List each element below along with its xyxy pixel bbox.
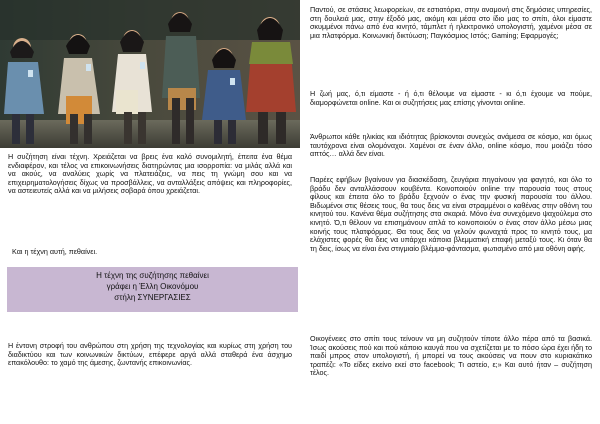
- right-block-2: [310, 90, 592, 107]
- left-intro-text: [8, 153, 292, 196]
- right-block-5: [310, 335, 592, 378]
- painting-illustration: [0, 0, 300, 148]
- technology-paragraph: Η έντονη στροφή του ανθρώπου στη χρήση της τεχνολογίας και κυρίως στη χρήση του διαδικτύου και των κοινωνικών δικτύων, επέφερε αργά αλλά σταθερά ένα άσχημο επακόλουθο: το χαμό της άμεσης, ζωντανής επικοινωνίας.: [8, 341, 292, 368]
- right-block-4: [310, 176, 592, 253]
- right-block-3: [310, 133, 592, 159]
- life-online-paragraph: Η ζωή μας, ό,τι είμαστε - ή ό,τι θέλουμε να είμαστε - κι ό,τι έχουμε να πούμε, διαμορφώνεται online. Και οι συζητήσεις μας επίσης γίνονται online.: [310, 89, 592, 107]
- left-bottom-text: [8, 342, 292, 368]
- right-block-1: [310, 6, 592, 40]
- intro-paragraph: Η συζήτηση είναι τέχνη. Χρειάζεται να βρεις ένα καλό συνομιλητή, έπειτα ένα θέμα ενδιαφέρον, και τέλος να επικοινωνήσεις διατηρώντας μια ισορροπία: να μιλάς αλλά και να ακούς, να αναλύεις χωρίς να πλατειάζεις, να πεις τη γνώμη σου και να επιχειρηματολογήσεις δίχως να προσβάλλεις, να ανταλλάξεις απόψεις και πληροφορίες, να αστειευτείς αλλά και να μιλήσεις σοβαρά όπου χρειάζεται.: [8, 152, 292, 196]
- right-column: [306, 0, 594, 424]
- article-title: Η τέχνη της συζήτησης πεθαίνει: [96, 271, 209, 280]
- article-author: γράφει η Έλλη Οικονόμου: [106, 282, 199, 291]
- article-column: στήλη ΣΥΝΕΡΓΑΣΙΕΣ: [114, 293, 191, 302]
- families-paragraph: Οικογένειες στο σπίτι τους τείνουν να μη συζητούν τίποτε άλλο πέρα από τα βασικά. Ίσως ακούσεις πού και πού κάποιο καυγά που να σχετίζεται με το πόσο ώρα έχει ήδη το παιδί μπρος στον υπολογιστή, ή μπορεί να τους ακούσεις να πουν στο κυριακάτικο τραπέζι: «Το είδες εκείνο εκεί στο facebook; Τι αστείο, ε;» Και αυτό ήταν – συζήτηση τέλος.: [310, 334, 592, 378]
- everywhere-paragraph: Παντού, σε στάσεις λεωφορείων, σε εστιατόρια, στην αναμονή στις δημόσιες υπηρεσίες, στη δουλειά μας, στην έξοδό μας, ακόμη και μέσα στο ίδιο μας το σπίτι, όλοι είμαστε σκυμμένοι πάνω από ένα κινητό, τάμπλετ ή ηλεκτρονικό υπολογιστή, χαμένοι μέσα σε μια πλατφόρμα. Κοινωνική δικτύωση; Παγκόσμιος Ιστός; Gaming; Εφαρμογές;: [310, 5, 592, 40]
- article-painting: [0, 0, 300, 148]
- article-title-box: [7, 267, 298, 312]
- people-paragraph: Άνθρωποι κάθε ηλικίας και ιδιότητας βρίσκονται συνεχώς ανάμεσα σε κόσμο, και όμως ταυτόχρονα είναι ολομόναχοι. Χαμένοι σε έναν άλλο, online κόσμο, που μοιάζει τόσο απτός… αλλά δεν είναι.: [310, 132, 592, 159]
- teens-paragraph: Παρέες εφήβων βγαίνουν για διασκέδαση, ζευγάρια πηγαίνουν για φαγητό, και όλο το βράδυ δεν ανταλλάσσουν κουβέντα. Κοινοποιούν online την παρουσία τους στους φίλους και έπειτα όλο το βράδυ ξεχνούν ο ένας την φυσική παρουσία του άλλου. Βιδωμένοι στις θέσεις τους, θα τους δεις να είναι στραμμένοι ο καθένας στην οθόνη του κινητού του. Κανένα θέμα συζήτησης στα σκαριά. Μόνο ένα συνεχόμενο ψαχούλεμα στο κινητό. Ό,τι θέλουν να επισημάνουν απλά το κοινοποιούν ο ένας στον άλλο μέσω μιας κοινής τους πλατφόρμας. Θα τους δεις να γελούν φωναχτά προς το κινητό τους, μα ελάχιστες φορές θα δεις να υπάρχει κάποια βλεμματική επαφή μεταξύ τους. Κι όταν θα τη δεις, ίσως να είναι ένα στιγμιαίο βλέμμα-φάντασμα, φωτισμένο από μια οθόνη αφής.: [310, 175, 592, 253]
- art-dying-sentence: Και η τέχνη αυτή, πεθαίνει.: [12, 247, 98, 256]
- left-short-text: [12, 248, 296, 257]
